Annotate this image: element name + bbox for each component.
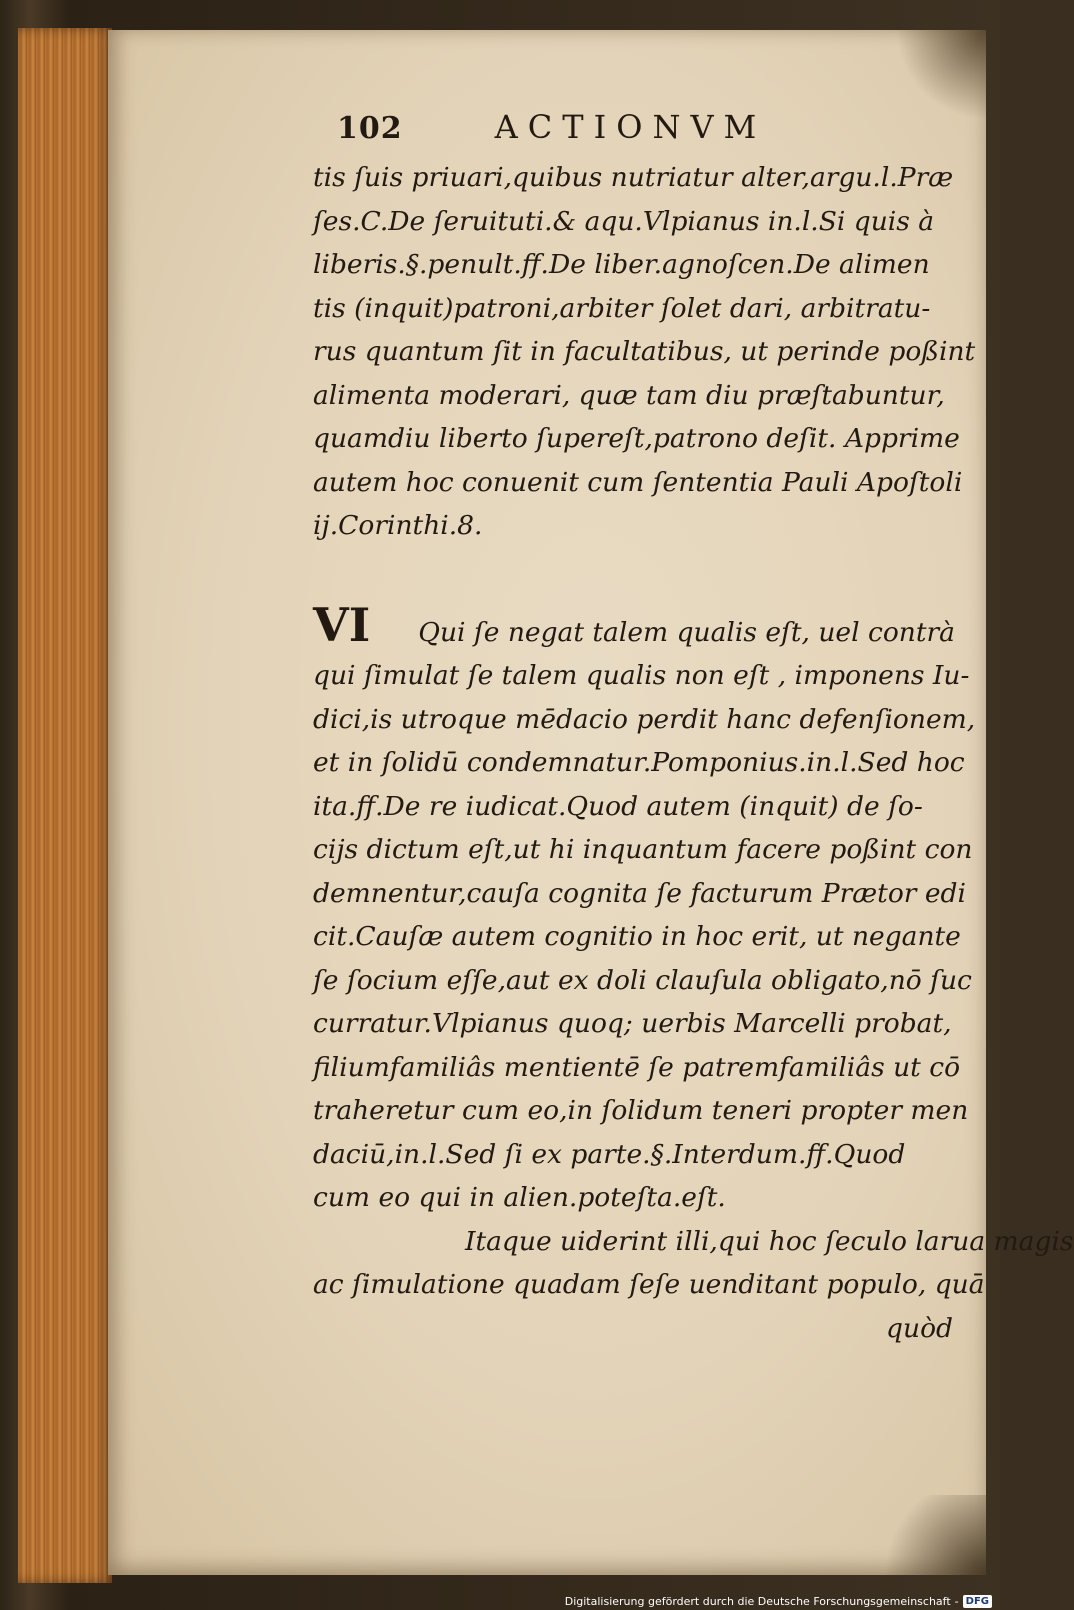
text-line: autem hoc conuenit cum ſententia Pauli Apoſtoli — [313, 466, 963, 498]
text-line: et in ſolidū condemnatur.Pomponius.in.l.Sed hoc — [313, 747, 965, 778]
section-vi — [205, 597, 976, 1220]
text-line: cum eo qui in alien.poteſta.eſt. — [313, 1182, 726, 1213]
text-line: alimenta moderari, quæ tam diu præſtabuntur, — [313, 379, 945, 411]
page-wear-bottom — [866, 1495, 986, 1575]
text-line: cit.Cauſæ autem cognitio in hoc erit, ut negante — [313, 921, 961, 952]
paragraph-1 — [205, 156, 976, 548]
paragraph-3 — [205, 1220, 1074, 1351]
digitization-footer — [565, 1595, 992, 1608]
text-line: rus quantum ſit in facultatibus, ut perinde poßint — [313, 336, 976, 367]
section-first-line: Qui ſe negat talem qualis eſt, uel contrà — [418, 616, 955, 648]
text-line: ſe ſocium eſſe,aut ex doli clauſula obligato,nō ſuc — [313, 964, 972, 996]
text-line: quamdiu liberto ſupereſt,patrono deſit. Apprime — [313, 423, 960, 454]
text-line: demnentur,cauſa cognita ſe facturum Prætor edi — [313, 877, 966, 909]
text-line: traheretur cum eo,in ſolidum teneri propter men — [313, 1095, 969, 1126]
text-line: filiumfamiliâs mentientē ſe patremfamiliâs ut cō — [313, 1051, 961, 1083]
text-line: ſes.C.De ſeruituti.& aqu.Vlpianus in.l.Si quis à — [313, 205, 935, 237]
text-line: ac ſimulatione quadam ſeſe uenditant populo, quā — [313, 1269, 985, 1300]
text-line: tis ſuis priuari,quibus nutriatur alter,argu.l.Præ — [313, 162, 954, 193]
text-line: qui ſimulat ſe talem qualis non eſt , imponens Iu- — [313, 660, 970, 691]
catchword: quòd — [886, 1312, 953, 1344]
footer-credit: Digitalisierung gefördert durch die Deutsche Forschungsgemeinschaft — [564, 1595, 951, 1608]
text-line — [313, 1220, 1074, 1264]
section-heading-line — [313, 597, 955, 655]
text-line: tis (inquit)patroni,arbiter ſolet dari, arbitratu- — [313, 292, 931, 324]
text-line: ita.ff.De re iudicat.Quod autem (inquit) de ſo- — [313, 790, 923, 822]
footer-separator: - — [954, 1595, 959, 1608]
text-line: dici,is utroque mēdacio perdit hanc defenſionem, — [313, 703, 976, 735]
page-wear-top — [896, 30, 986, 120]
page-header — [205, 108, 955, 156]
text-line: daciū,in.l.Sed ſi ex parte.§.Interdum.ff.Quod — [313, 1138, 906, 1170]
text-line: liberis.§.penult.ff.De liber.agnoſcen.De alimen — [313, 249, 930, 280]
book-page-edges — [18, 28, 112, 1583]
dfg-logo-icon: DFG — [963, 1595, 992, 1608]
text-line: cijs dictum eſt,ut hi inquantum facere poßint con — [313, 834, 973, 865]
text-line: ij.Corinthi.8. — [313, 510, 483, 541]
section-numeral: VI — [313, 597, 371, 652]
text-line: curratur.Vlpianus quoq; uerbis Marcelli probat, — [313, 1008, 952, 1039]
indented-first-line: Itaque uiderint illi,qui hoc ſeculo larua magis — [465, 1225, 1074, 1257]
page-text — [205, 108, 1074, 1350]
section-gap — [205, 548, 955, 604]
page-number: 102 — [337, 111, 403, 146]
running-head: ACTIONVM — [494, 108, 767, 146]
